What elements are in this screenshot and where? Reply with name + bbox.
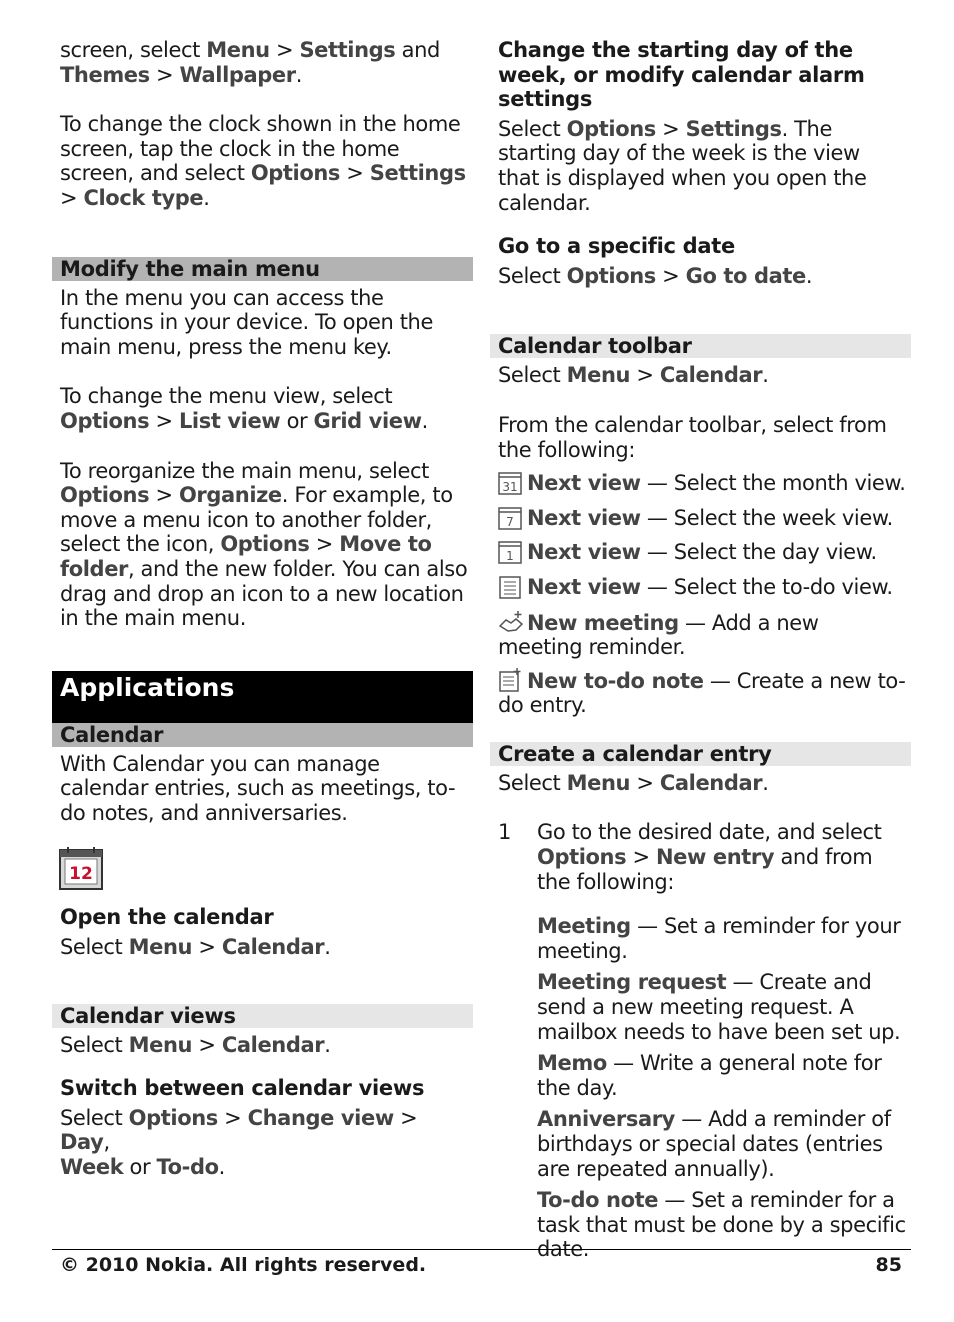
step-number: 1: [498, 820, 511, 845]
paragraph: Select Options > Settings. The starting day of the week is the view that is displayed when you open the calendar.: [498, 116, 867, 215]
section-heading: Calendar: [52, 723, 473, 747]
calendar-icon-day: 12: [69, 864, 93, 885]
page-footer: [52, 1249, 911, 1276]
paragraph: To change the clock shown in the home screen, tap the clock in the home screen, and select Options > Settings > Clock type.: [60, 112, 466, 210]
paragraph: screen, select Menu > Settings and Themes > Wallpaper.: [60, 38, 440, 87]
entry-option: Meeting — Set a reminder for your meeting.: [537, 914, 901, 963]
svg-text:1: 1: [506, 549, 514, 564]
toolbar-item: 31 Next view — Select the month view.: [490, 471, 911, 496]
chapter-heading: Applications: [52, 671, 473, 723]
svg-text:31: 31: [502, 480, 518, 495]
entry-option: Meeting request — Create and send a new meeting request. A mailbox needs to have been set up.: [537, 970, 901, 1044]
left-column: [52, 38, 473, 1180]
subheading: Change the starting day of the week, or modify calendar alarm settings: [498, 38, 865, 112]
new-meeting-icon: [498, 610, 522, 634]
paragraph: Select Options > Go to date.: [498, 263, 813, 288]
numbered-step: [490, 820, 911, 894]
paragraph: To reorganize the main menu, select Options > Organize. For example, to move a menu icon to another folder, select the icon, Options > Move to folder, and the new folder. You can also drag and drop an icon to a new location in the main menu.: [60, 458, 468, 631]
page-number: 85: [875, 1254, 902, 1276]
paragraph: Select Menu > Calendar.: [498, 770, 769, 795]
subheading: Switch between calendar views: [60, 1076, 425, 1101]
paragraph: Select Menu > Calendar.: [60, 1032, 331, 1057]
section-heading: Calendar toolbar: [490, 334, 911, 358]
paragraph: From the calendar toolbar, select from the following:: [498, 412, 887, 462]
new-todo-icon: [498, 668, 522, 692]
entry-option: Anniversary — Add a reminder of birthdays or special dates (entries are repeated annually).: [537, 1107, 891, 1181]
toolbar-item: New meeting — Add a new meeting reminder.: [498, 610, 819, 660]
section-heading: Create a calendar entry: [490, 742, 911, 766]
paragraph: Select Options > Change view > Day, Week or To-do.: [60, 1105, 418, 1180]
week-view-icon: [498, 506, 522, 530]
toolbar-item: Next view — Select the to-do view.: [490, 575, 911, 600]
toolbar-item: 7 Next view — Select the week view.: [490, 506, 911, 531]
paragraph: In the menu you can access the functions in your device. To open the main menu, press the menu key.: [60, 285, 433, 359]
calendar-app-icon: [59, 847, 103, 891]
section-heading: Calendar views: [52, 1004, 473, 1028]
right-column: [490, 38, 911, 1262]
todo-view-icon: [498, 575, 522, 599]
copyright: © 2010 Nokia. All rights reserved.: [60, 1254, 427, 1276]
month-view-icon: [498, 471, 522, 495]
paragraph: To change the menu view, select Options > List view or Grid view.: [60, 384, 428, 433]
day-view-icon: [498, 540, 522, 564]
toolbar-item: New to-do note — Create a new to-do entry.: [498, 668, 906, 718]
paragraph: With Calendar you can manage calendar entries, such as meetings, to-do notes, and anniversaries.: [60, 751, 456, 825]
toolbar-item: 1 Next view — Select the day view.: [490, 540, 911, 565]
entry-option: Memo — Write a general note for the day.: [537, 1051, 882, 1100]
section-heading: Modify the main menu: [52, 257, 473, 281]
subheading: Go to a specific date: [498, 234, 735, 259]
subheading: Open the calendar: [60, 905, 274, 930]
paragraph: Go to the desired date, and select Options > New entry and from the following:: [537, 820, 882, 894]
paragraph: Select Menu > Calendar.: [60, 935, 331, 960]
entry-option: To-do note — Set a reminder for a task that must be done by a specific date.: [537, 1188, 906, 1262]
svg-text:7: 7: [506, 514, 514, 529]
paragraph: Select Menu > Calendar.: [498, 363, 769, 388]
